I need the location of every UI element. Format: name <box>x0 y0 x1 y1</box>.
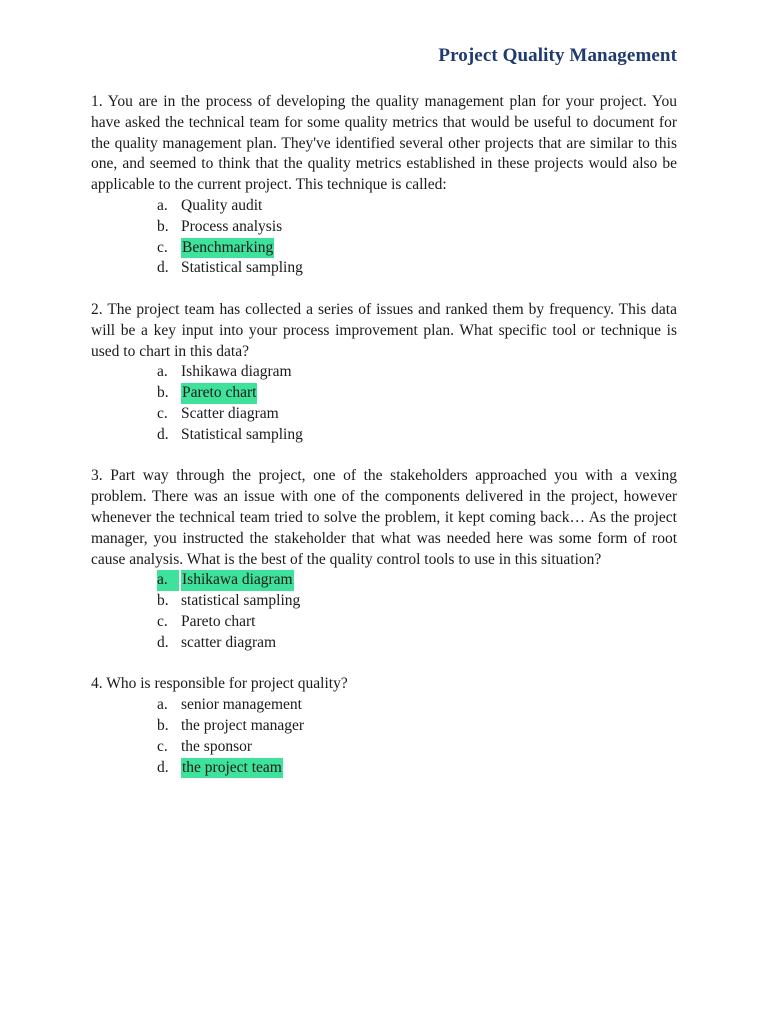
option-text: Statistical sampling <box>181 425 303 443</box>
option-letter: a. <box>157 196 168 214</box>
answer-option <box>91 217 677 238</box>
option-letter: d. <box>157 758 169 776</box>
question-2 <box>91 300 677 446</box>
option-letter: b. <box>157 716 169 734</box>
answer-option <box>91 196 677 217</box>
answer-options <box>91 570 677 653</box>
answer-option <box>91 633 677 654</box>
question-1 <box>91 92 677 279</box>
option-text: the project team <box>181 758 283 779</box>
option-text: senior management <box>181 696 302 714</box>
answer-option <box>91 612 677 633</box>
answer-options <box>91 695 677 778</box>
option-text: statistical sampling <box>181 592 301 610</box>
option-letter: a. <box>157 696 168 714</box>
answer-options <box>91 196 677 279</box>
question-text: 3. Part way through the project, one of the stakeholders approached you with a vexing problem. There was an issue with one of the components delivered in the project, however whenever the technical team tried to solve the problem, it kept coming back… As the project manager, you instructed the stakeholder that what was needed here was some form of root cause analysis. What is the best of the quality control tools to use in this situation? <box>91 467 677 568</box>
option-letter: d. <box>157 425 169 443</box>
option-letter: b. <box>157 384 169 402</box>
answer-options <box>91 362 677 445</box>
answer-option-highlighted <box>91 758 677 779</box>
answer-option-highlighted <box>91 383 677 404</box>
answer-option <box>91 591 677 612</box>
option-text: the sponsor <box>181 737 253 755</box>
answer-option-highlighted <box>91 570 677 591</box>
option-text: Statistical sampling <box>181 259 303 277</box>
question-3 <box>91 466 677 653</box>
option-text: Quality audit <box>181 196 263 214</box>
answer-option <box>91 362 677 383</box>
option-text: scatter diagram <box>181 633 277 651</box>
option-text: Pareto chart <box>181 612 256 630</box>
option-letter: a. <box>157 570 179 591</box>
question-text: 2. The project team has collected a series of issues and ranked them by frequency. This data will be a key input into your process improvement plan. What specific tool or technique is used to chart in this data? <box>91 300 677 360</box>
option-letter: d. <box>157 633 169 651</box>
question-list <box>91 92 677 799</box>
answer-option <box>91 404 677 425</box>
option-letter: b. <box>157 592 169 610</box>
answer-option-highlighted <box>91 238 677 259</box>
answer-option <box>91 695 677 716</box>
answer-option <box>91 737 677 758</box>
option-letter: d. <box>157 259 169 277</box>
option-letter: b. <box>157 217 169 235</box>
option-text: the project manager <box>181 716 305 734</box>
answer-option <box>91 425 677 446</box>
answer-option <box>91 716 677 737</box>
option-letter: a. <box>157 363 168 381</box>
answer-option <box>91 258 677 279</box>
question-text: 4. Who is responsible for project quality? <box>91 675 348 693</box>
option-letter: c. <box>157 404 168 422</box>
document-title: Project Quality Management <box>438 45 677 66</box>
option-text: Pareto chart <box>181 383 257 404</box>
option-text: Benchmarking <box>181 238 274 259</box>
option-letter: c. <box>157 737 168 755</box>
option-text: Scatter diagram <box>181 404 279 422</box>
option-letter: c. <box>157 612 168 630</box>
question-4 <box>91 674 677 778</box>
option-text: Process analysis <box>181 217 283 235</box>
option-text: Ishikawa diagram <box>181 570 294 591</box>
question-text: 1. You are in the process of developing the quality management plan for your project. You have asked the technical team for some quality metrics that would be useful to document for the quality management plan. They've identified several other projects that are similar to this one, and seemed to think that the quality metrics established in these projects would also be applicable to the current project. This technique is called: <box>91 93 677 194</box>
option-letter: c. <box>157 238 168 256</box>
option-text: Ishikawa diagram <box>181 363 292 381</box>
